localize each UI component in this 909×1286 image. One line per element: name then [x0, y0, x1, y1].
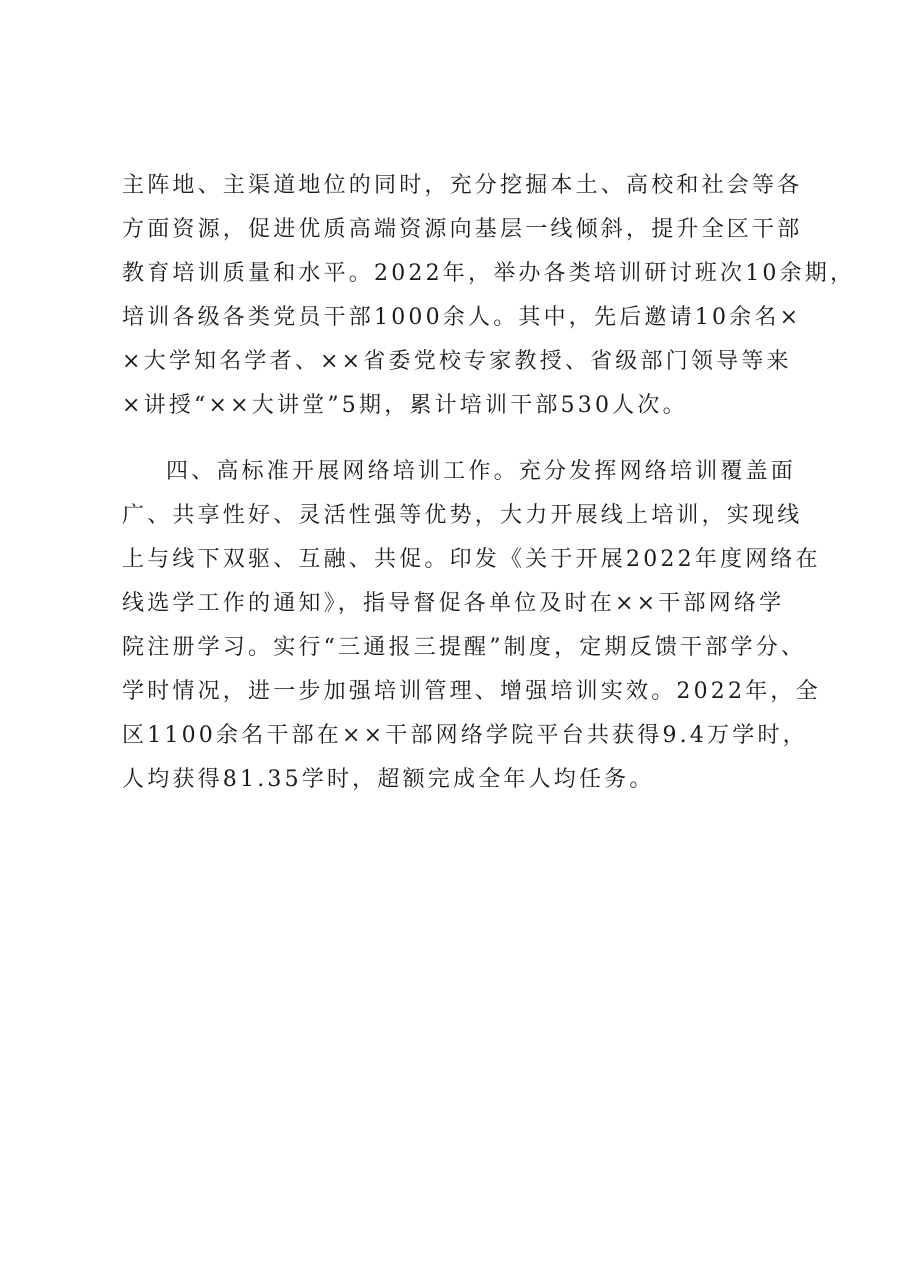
- paragraph-3-line-3: 教育培训质量和水平。2022年，举办各类培训研讨班次10余期，: [122, 261, 856, 286]
- paragraph-4-line-1: 四、高标准开展网络培训工作。充分发挥网络培训覆盖面: [166, 459, 797, 484]
- paragraph-4-line-7: 区1100余名干部在××干部网络学院平台共获得9.4万学时，: [122, 723, 808, 748]
- paragraph-4-line-2: 广、共享性好、灵活性强等优势，大力开展线上培训，实现线: [122, 503, 803, 528]
- paragraph-4-line-4: 线选学工作的通知》，指导督促各单位及时在××干部网络学: [122, 591, 785, 616]
- paragraph-3-line-5: ×大学知名学者、××省委党校专家教授、省级部门领导等来: [122, 349, 792, 374]
- paragraph-4-line-8: 人均获得81.35学时，超额完成全年人均任务。: [122, 767, 655, 792]
- paragraph-4-line-5: 院注册学习。实行“三通报三提醒”制度，定期反馈干部学分、: [122, 635, 807, 660]
- paragraph-3-line-6: ×讲授“××大讲堂”5期，累计培训干部530人次。: [122, 393, 688, 418]
- paragraph-3-line-4: 培训各级各类党员干部1000余人。其中，先后邀请10余名×: [122, 305, 802, 330]
- paragraph-4-line-3: 上与线下双驱、互融、共促。印发《关于开展2022年度网络在: [122, 547, 821, 572]
- paragraph-4-line-6: 学时情况，进一步加强培训管理、增强培训实效。2022年，全: [122, 679, 821, 704]
- paragraph-3-line-1: 主阵地、主渠道地位的同时，充分挖掘本土、高校和社会等各: [122, 173, 803, 198]
- paragraph-3-line-2: 方面资源，促进优质高端资源向基层一线倾斜，提升全区干部: [122, 217, 803, 242]
